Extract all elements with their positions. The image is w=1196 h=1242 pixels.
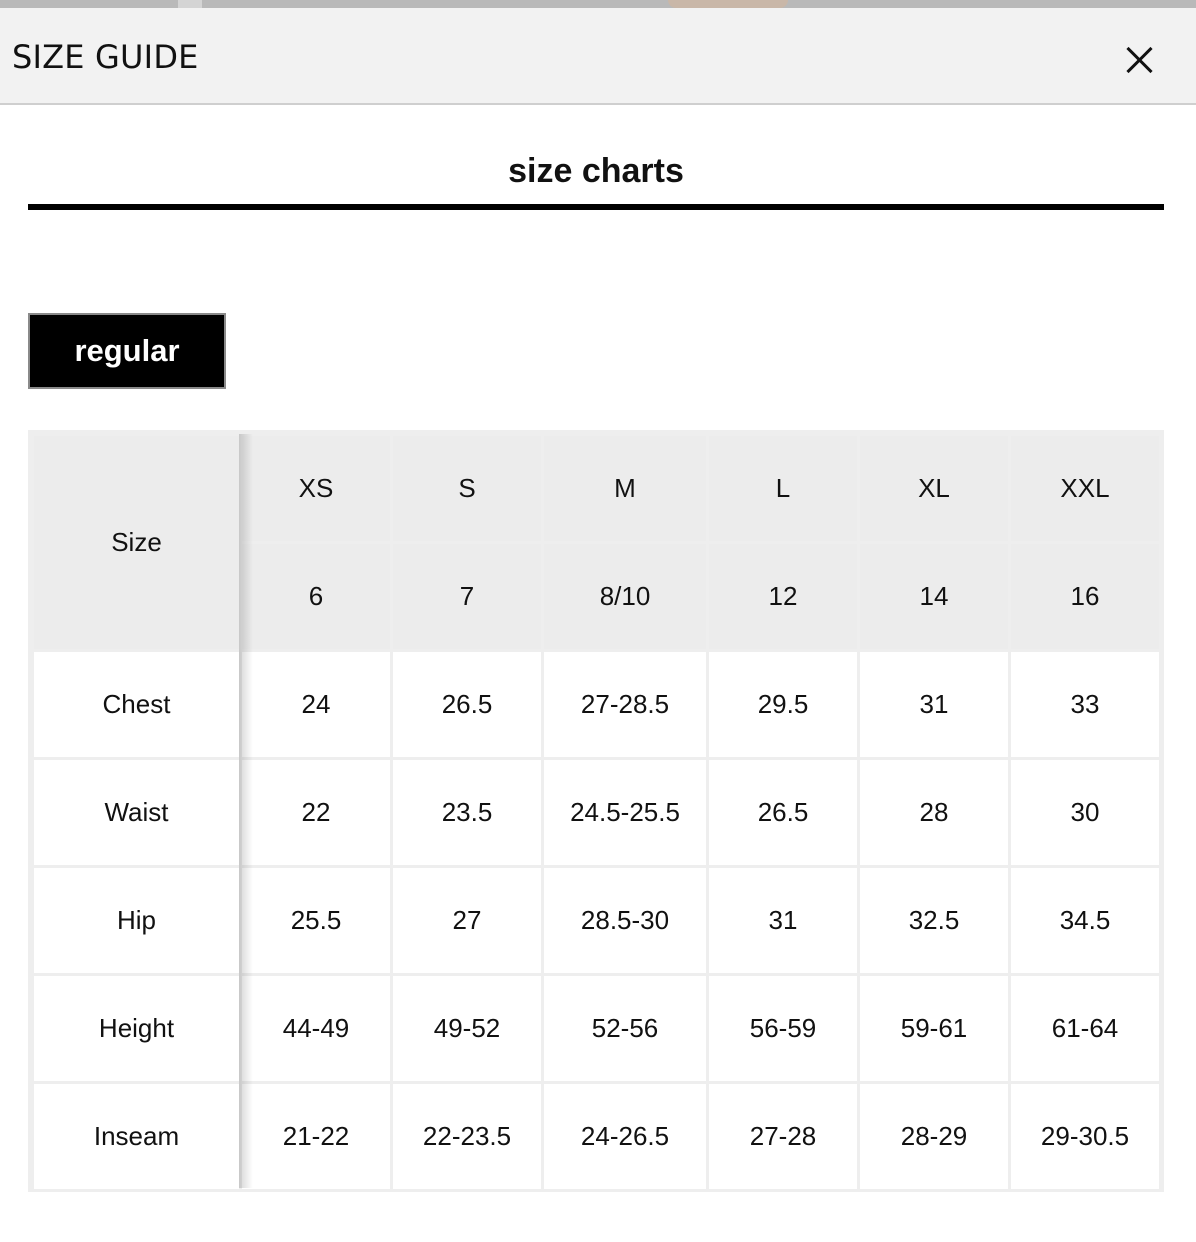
table-row-chest bbox=[34, 652, 1159, 757]
size-number-cell: 14 bbox=[860, 544, 1008, 649]
table-cell: 27-28.5 bbox=[544, 652, 706, 757]
table-cell: 34.5 bbox=[1011, 868, 1159, 973]
table-cell: 31 bbox=[709, 868, 857, 973]
table-cell: 24-26.5 bbox=[544, 1084, 706, 1189]
table-cell: 24 bbox=[242, 652, 390, 757]
size-number-cell: 6 bbox=[242, 544, 390, 649]
size-letter-cell: XS bbox=[242, 436, 390, 541]
size-guide-header bbox=[0, 8, 1196, 105]
row-label: Inseam bbox=[34, 1084, 239, 1189]
row-label: Height bbox=[34, 976, 239, 1081]
table-cell: 29.5 bbox=[709, 652, 857, 757]
size-chart-table-container bbox=[28, 430, 1164, 1192]
size-chart-table bbox=[31, 433, 1162, 1192]
table-cell: 31 bbox=[860, 652, 1008, 757]
table-cell: 49-52 bbox=[393, 976, 541, 1081]
background-page-strip bbox=[0, 0, 1196, 8]
table-row-hip bbox=[34, 868, 1159, 973]
table-cell: 28.5-30 bbox=[544, 868, 706, 973]
size-letter-cell: M bbox=[544, 436, 706, 541]
table-cell: 23.5 bbox=[393, 760, 541, 865]
row-label: Waist bbox=[34, 760, 239, 865]
size-guide-title: SIZE GUIDE bbox=[12, 38, 199, 76]
size-number-cell: 12 bbox=[709, 544, 857, 649]
table-cell: 28-29 bbox=[860, 1084, 1008, 1189]
size-letter-row bbox=[34, 436, 1159, 541]
table-cell: 56-59 bbox=[709, 976, 857, 1081]
table-cell: 24.5-25.5 bbox=[544, 760, 706, 865]
table-cell: 44-49 bbox=[242, 976, 390, 1081]
table-cell: 33 bbox=[1011, 652, 1159, 757]
size-number-cell: 8/10 bbox=[544, 544, 706, 649]
size-number-cell: 7 bbox=[393, 544, 541, 649]
size-label-cell: Size bbox=[34, 436, 239, 649]
size-letter-cell: XL bbox=[860, 436, 1008, 541]
size-charts-tab[interactable] bbox=[28, 140, 1164, 210]
table-cell: 61-64 bbox=[1011, 976, 1159, 1081]
regular-fit-button[interactable]: regular bbox=[28, 313, 226, 389]
row-label: Hip bbox=[34, 868, 239, 973]
table-cell: 21-22 bbox=[242, 1084, 390, 1189]
table-row-inseam bbox=[34, 1084, 1159, 1189]
tab-title: size charts bbox=[508, 152, 684, 190]
table-row-waist bbox=[34, 760, 1159, 865]
size-number-cell: 16 bbox=[1011, 544, 1159, 649]
table-cell: 26.5 bbox=[709, 760, 857, 865]
row-label: Chest bbox=[34, 652, 239, 757]
size-letter-cell: S bbox=[393, 436, 541, 541]
table-row-height bbox=[34, 976, 1159, 1081]
table-cell: 59-61 bbox=[860, 976, 1008, 1081]
table-cell: 27-28 bbox=[709, 1084, 857, 1189]
size-letter-cell: XXL bbox=[1011, 436, 1159, 541]
table-cell: 22 bbox=[242, 760, 390, 865]
background-product-image bbox=[668, 0, 788, 8]
table-cell: 29-30.5 bbox=[1011, 1084, 1159, 1189]
close-icon[interactable] bbox=[1118, 40, 1162, 84]
table-cell: 26.5 bbox=[393, 652, 541, 757]
table-cell: 22-23.5 bbox=[393, 1084, 541, 1189]
table-cell: 27 bbox=[393, 868, 541, 973]
background-strip-segment bbox=[178, 0, 202, 8]
table-cell: 28 bbox=[860, 760, 1008, 865]
size-letter-cell: L bbox=[709, 436, 857, 541]
table-cell: 25.5 bbox=[242, 868, 390, 973]
table-cell: 30 bbox=[1011, 760, 1159, 865]
table-cell: 52-56 bbox=[544, 976, 706, 1081]
table-cell: 32.5 bbox=[860, 868, 1008, 973]
